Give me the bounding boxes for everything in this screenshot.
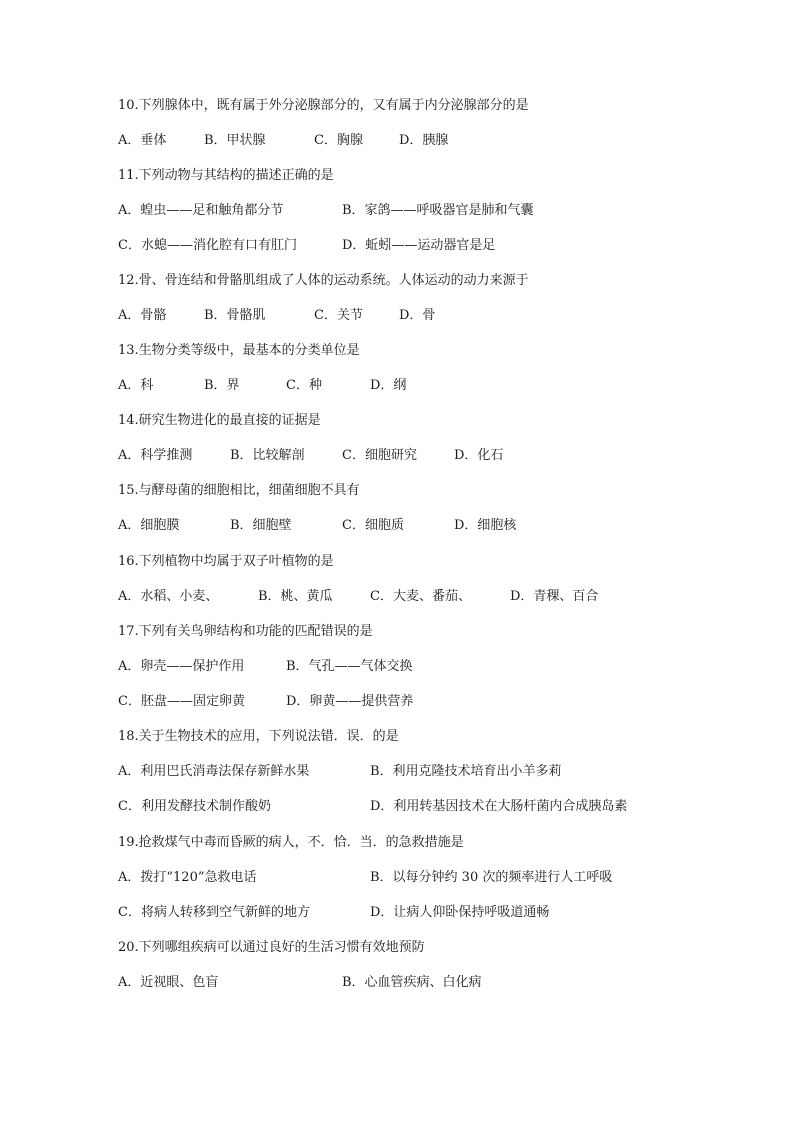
option-b: B．家鸽——呼吸器官是肺和气囊 <box>342 203 534 218</box>
option-b: B．心血管疾病、白化病 <box>342 975 482 990</box>
question-12-stem: 12.骨、骨连结和骨骼肌组成了人体的运动系统。人体运动的动力来源于 <box>118 273 529 288</box>
option-d: D．骨 <box>399 308 436 323</box>
option-d: D．蚯蚓——运动器官是足 <box>342 238 496 253</box>
option-a: A．利用巴氏消毒法保存新鲜水果 <box>118 764 310 779</box>
option-c: C．将病人转移到空气新鲜的地方 <box>118 905 310 920</box>
option-c: C．胚盘——固定卵黄 <box>118 694 245 709</box>
option-a: A．近视眼、色盲 <box>118 975 219 990</box>
question-14-options <box>118 446 718 466</box>
option-b: B．骨骼肌 <box>204 308 266 323</box>
option-d: D．细胞核 <box>454 518 517 533</box>
option-b: B．细胞壁 <box>230 518 292 533</box>
question-14-stem: 14.研究生物进化的最直接的证据是 <box>118 413 321 428</box>
question-19-options-row1 <box>118 868 718 888</box>
question-18-stem: 18.关于生物技术的应用，下列说法错．误．的是 <box>118 729 399 744</box>
question-20-stem: 20.下列哪组疾病可以通过良好的生活习惯有效地预防 <box>118 940 425 955</box>
option-c: C．细胞研究 <box>342 448 417 463</box>
option-b: B．桃、黄瓜 <box>258 589 333 604</box>
question-11-stem: 11.下列动物与其结构的描述正确的是 <box>118 168 334 183</box>
option-a: A．科学推测 <box>118 448 193 463</box>
option-d: D．利用转基因技术在大肠杆菌内合成胰岛素 <box>370 799 628 814</box>
question-10-stem: 10.下列腺体中，既有属于外分泌腺部分的，又有属于内分泌腺部分的是 <box>118 98 529 113</box>
question-11-options-row1 <box>118 201 718 221</box>
question-17-stem: 17.下列有关鸟卵结构和功能的匹配错误的是 <box>118 624 373 639</box>
option-c: C．利用发酵技术制作酸奶 <box>118 799 271 814</box>
option-b: B．比较解剖 <box>230 448 305 463</box>
option-b: B．以每分钟约 30 次的频率进行人工呼吸 <box>370 870 613 885</box>
question-15-options <box>118 516 718 536</box>
question-19-options-row2 <box>118 903 718 923</box>
question-16-stem: 16.下列植物中均属于双子叶植物的是 <box>118 554 334 569</box>
question-17-options-row2 <box>118 692 718 712</box>
option-a: A．科 <box>118 378 154 393</box>
question-10-options <box>118 131 718 151</box>
question-18-options-row2 <box>118 797 718 817</box>
option-d: D．纲 <box>370 378 407 393</box>
option-a: A．细胞膜 <box>118 518 180 533</box>
question-20-options <box>118 973 718 993</box>
option-b: B．甲状腺 <box>204 133 266 148</box>
question-13-stem: 13.生物分类等级中，最基本的分类单位是 <box>118 343 360 358</box>
option-d: D．卵黄——提供营养 <box>286 694 414 709</box>
option-a: A．水稻、小麦、 <box>118 589 219 604</box>
option-a: A．骨骼 <box>118 308 167 323</box>
option-d: D．让病人仰卧保持呼吸道通畅 <box>370 905 550 920</box>
option-c: C．胸腺 <box>314 133 363 148</box>
question-12-options <box>118 306 718 326</box>
option-c: C．种 <box>286 378 322 393</box>
option-d: D．胰腺 <box>399 133 449 148</box>
option-a: A．卵壳——保护作用 <box>118 659 245 674</box>
option-a: A．蝗虫——足和触角都分节 <box>118 203 284 218</box>
option-d: D．青稞、百合 <box>510 589 599 604</box>
option-b: B．气孔——气体交换 <box>286 659 413 674</box>
option-b: B．界 <box>204 378 240 393</box>
option-a: A．垂体 <box>118 133 167 148</box>
option-d: D．化石 <box>454 448 504 463</box>
option-b: B．利用克隆技术培育出小羊多莉 <box>370 764 562 779</box>
option-c: C．细胞质 <box>342 518 404 533</box>
question-13-options <box>118 376 718 396</box>
question-15-stem: 15.与酵母菌的细胞相比，细菌细胞不具有 <box>118 483 360 498</box>
option-c: C．水螅——消化腔有口有肛门 <box>118 238 297 253</box>
question-16-options <box>118 587 718 607</box>
question-18-options-row1 <box>118 762 718 782</box>
option-a: A．拨打“120”急救电话 <box>118 870 257 885</box>
question-11-options-row2 <box>118 236 718 256</box>
question-19-stem: 19.抢救煤气中毒而昏厥的病人，不．恰．当．的急救措施是 <box>118 835 464 850</box>
option-c: C．关节 <box>314 308 363 323</box>
option-c: C．大麦、番茄、 <box>370 589 471 604</box>
question-17-options-row1 <box>118 657 718 677</box>
